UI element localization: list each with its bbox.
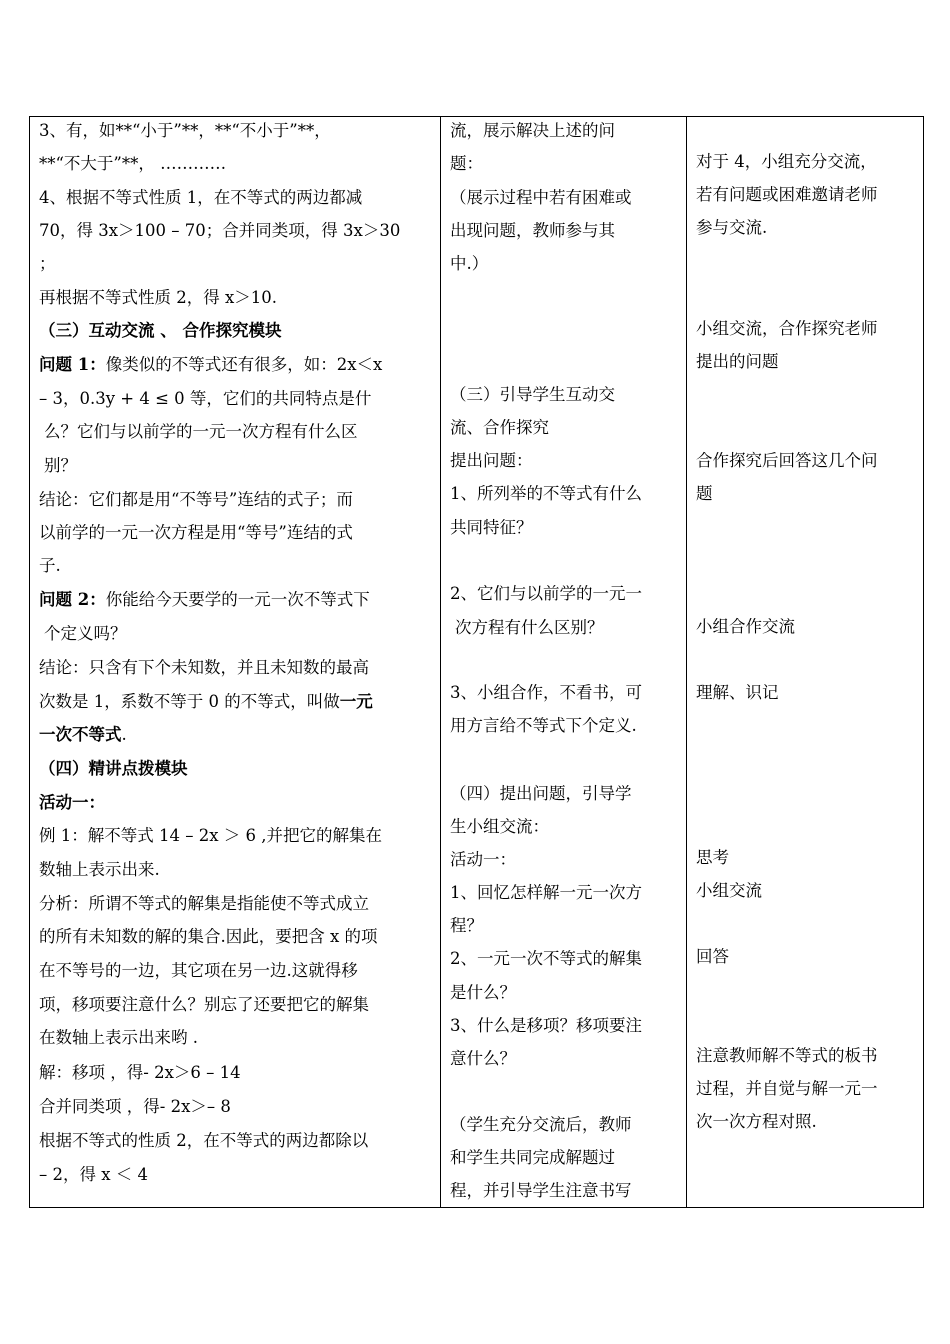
text-line: 合并同类项 ，得- 2x＞– 8 xyxy=(39,1097,231,1116)
text-line: 结论：它们都是用“不等号”连结的式子；而 xyxy=(39,490,353,509)
question-1-label: 问题 1： xyxy=(39,355,106,374)
text-line: 1、回忆怎样解一元一次方 xyxy=(450,883,642,902)
text-line: 例 1：解不等式 14 – 2x ＞ 6 ,并把它的解集在 xyxy=(39,826,383,845)
text-line: 程？ xyxy=(450,916,483,935)
text-line: 提出问题： xyxy=(450,451,533,470)
text-line: 么？它们与以前学的一元一次方程有什么区 xyxy=(44,422,358,441)
text-line: 次方程有什么区别？ xyxy=(455,618,604,637)
text-line: 3、有，如**“小于”**，**“不小于”**， xyxy=(39,121,331,140)
text-line xyxy=(39,692,434,712)
text-line: 分析：所谓不等式的解集是指能使不等式成立 xyxy=(39,894,369,913)
text-line xyxy=(39,355,434,375)
text-line: 个定义吗？ xyxy=(44,624,127,643)
conclusion-text: 次数是 1，系数不等于 0 的不等式，叫做 xyxy=(39,692,340,711)
lesson-table xyxy=(29,116,924,1208)
text-line: 题： xyxy=(450,154,483,173)
text-line: 4、根据不等式性质 1，在不等式的两边都减 xyxy=(39,188,363,207)
text-line: **“不大于”**， ………… xyxy=(39,154,227,173)
text-line: 在不等号的一边，其它项在另一边.这就得移 xyxy=(39,961,358,980)
text-line: 中.） xyxy=(450,254,489,273)
text-line: – 3，0.3y + 4 ≤ 0 等，它们的共同特点是什 xyxy=(39,389,372,408)
text-line: 回答 xyxy=(696,947,729,966)
section-heading-3: （三）互动交流 、 合作探究模块 xyxy=(39,321,282,340)
section-heading-4: （四）精讲点拨模块 xyxy=(39,759,188,778)
text-line: 用方言给不等式下个定义. xyxy=(450,716,637,735)
student-activity-column xyxy=(687,117,924,1208)
text-line: 活动一： xyxy=(450,850,516,869)
text-line: 提出的问题 xyxy=(696,352,779,371)
conclusion-text: . xyxy=(121,725,127,744)
activity-label: 活动一： xyxy=(39,793,105,812)
question-2-label: 问题 2： xyxy=(39,590,106,609)
text-line xyxy=(39,590,434,610)
text-line: 2、它们与以前学的一元一 xyxy=(450,584,642,603)
text-line: 共同特征？ xyxy=(450,518,533,537)
text-line: 流，展示解决上述的问 xyxy=(450,121,615,140)
text-line: 过程，并自觉与解一元一 xyxy=(696,1079,878,1098)
text-line: 生小组交流： xyxy=(450,817,549,836)
text-line: 次一次方程对照. xyxy=(696,1112,817,1131)
text-line: （四）提出问题，引导学 xyxy=(450,784,632,803)
text-line: 合作探究后回答这几个问 xyxy=(696,451,878,470)
defined-term: 一次不等式 xyxy=(39,725,122,744)
text-line: 1、所列举的不等式有什么 xyxy=(450,484,642,503)
text-line: 小组交流 xyxy=(696,881,762,900)
text-line: ； xyxy=(39,254,56,273)
text-line: 若有问题或困难邀请老师 xyxy=(696,185,878,204)
text-line: 数轴上表示出来. xyxy=(39,860,160,879)
text-line: 的所有未知数的解的集合.因此，要把含 x 的项 xyxy=(39,927,378,946)
text-line: 是什么？ xyxy=(450,983,516,1002)
text-line xyxy=(39,725,434,745)
text-line: 根据不等式的性质 2，在不等式的两边都除以 xyxy=(39,1131,369,1150)
text-line: 题 xyxy=(696,484,713,503)
question-2-text: 你能给今天要学的一元一次不等式下 xyxy=(105,590,370,609)
text-line: 小组合作交流 xyxy=(696,617,795,636)
text-line: 意什么？ xyxy=(450,1049,516,1068)
text-line: 出现问题，教师参与其 xyxy=(450,221,615,240)
text-line: 子. xyxy=(39,556,61,575)
content-column xyxy=(30,117,441,1208)
text-line: 参与交流. xyxy=(696,218,768,237)
text-line: 3、小组合作，不看书，可 xyxy=(450,683,642,702)
text-line: 结论：只含有下个未知数，并且未知数的最高 xyxy=(39,658,369,677)
text-line: 项，移项要注意什么？别忘了还要把它的解集 xyxy=(39,995,369,1014)
text-line: （学生充分交流后，教师 xyxy=(450,1115,632,1134)
text-line: （三）引导学生互动交 xyxy=(450,385,615,404)
text-line: 程，并引导学生注意书写 xyxy=(450,1181,632,1200)
text-line: 理解、识记 xyxy=(696,683,779,702)
question-1-text: 像类似的不等式还有很多，如：2x＜x xyxy=(105,355,383,374)
text-line: （展示过程中若有困难或 xyxy=(450,188,632,207)
text-line: 2、一元一次不等式的解集 xyxy=(450,949,642,968)
text-line: 思考 xyxy=(696,848,729,867)
text-line: 别？ xyxy=(44,456,77,475)
teacher-activity-column xyxy=(441,117,687,1208)
defined-term: 一元 xyxy=(339,692,373,711)
text-line: 和学生共同完成解题过 xyxy=(450,1148,615,1167)
text-line: 解：移项 ，得- 2x＞6 – 14 xyxy=(39,1063,241,1082)
text-line: 3、什么是移项？移项要注 xyxy=(450,1016,642,1035)
text-line: 在数轴上表示出来哟 . xyxy=(39,1028,198,1047)
text-line: 小组交流，合作探究老师 xyxy=(696,319,878,338)
text-line: – 2，得 x ＜ 4 xyxy=(39,1165,149,1184)
text-line: 对于 4，小组充分交流， xyxy=(696,152,877,171)
table-row xyxy=(30,117,924,1208)
text-line: 以前学的一元一次方程是用“等号”连结的式 xyxy=(39,523,353,542)
text-line: 70，得 3x＞100 – 70；合并同类项，得 3x＞30 xyxy=(39,221,401,240)
text-line: 注意教师解不等式的板书 xyxy=(696,1046,878,1065)
text-line: 再根据不等式性质 2，得 x＞10. xyxy=(39,288,278,307)
text-line: 流、合作探究 xyxy=(450,418,549,437)
